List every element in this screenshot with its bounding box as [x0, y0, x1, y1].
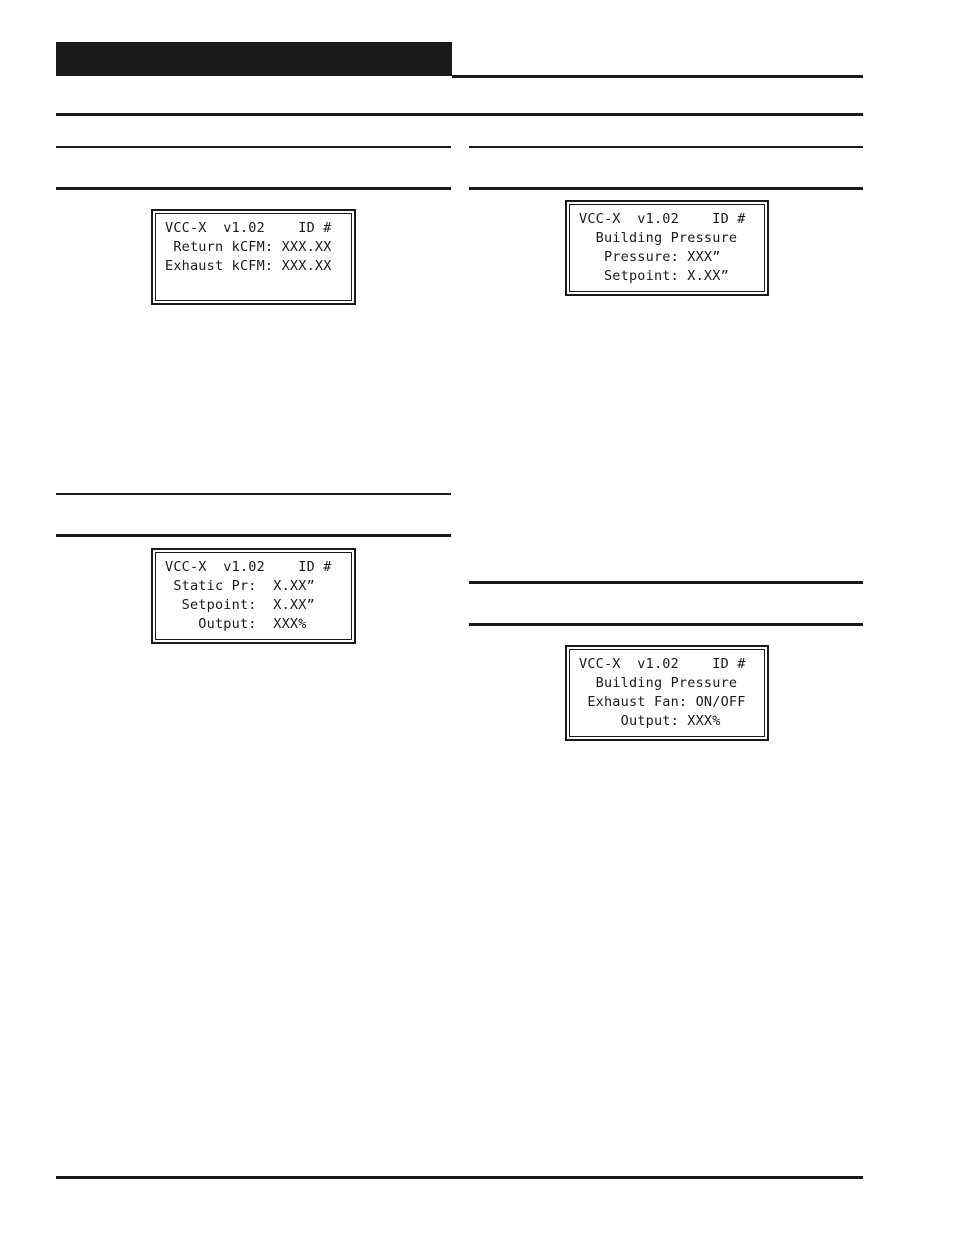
- left-section-2-top-rule: [56, 493, 451, 495]
- footer-rule: [56, 1176, 863, 1179]
- lcd-line: Exhaust Fan: ON/OFF: [579, 694, 746, 710]
- lcd-display-building-pressure: [565, 200, 769, 296]
- lcd-line: Static Pr: X.XX”: [165, 578, 315, 594]
- lcd-line: Return kCFM: XXX.XX: [165, 239, 332, 255]
- header-rule: [452, 75, 863, 78]
- lcd-line: VCC-X v1.02 ID #: [579, 656, 746, 672]
- left-section-1-bottom-rule: [56, 187, 451, 190]
- lcd-line: Building Pressure: [579, 675, 738, 691]
- right-section-1-top-rule: [469, 146, 863, 148]
- left-section-1-top-rule: [56, 146, 451, 148]
- lcd-line: VCC-X v1.02 ID #: [165, 559, 332, 575]
- lcd-display-building-pressure-fan: [565, 645, 769, 741]
- lcd-display-static-pressure: [151, 548, 356, 644]
- header-black-bar: [56, 42, 452, 76]
- lcd-line: VCC-X v1.02 ID #: [165, 220, 332, 236]
- lcd-line: Setpoint: X.XX”: [579, 268, 729, 284]
- right-section-2-bottom-rule: [469, 623, 863, 626]
- lcd-line: Building Pressure: [579, 230, 738, 246]
- lcd-display-airflow: [151, 209, 356, 305]
- right-section-1-bottom-rule: [469, 187, 863, 190]
- lcd-line: Output: XXX%: [165, 616, 307, 632]
- left-section-2-bottom-rule: [56, 534, 451, 537]
- top-full-rule: [56, 113, 863, 116]
- lcd-line: Pressure: XXX”: [579, 249, 721, 265]
- right-section-2-top-rule: [469, 581, 863, 584]
- lcd-line: VCC-X v1.02 ID #: [579, 211, 746, 227]
- lcd-line: Exhaust kCFM: XXX.XX: [165, 258, 332, 274]
- lcd-line: Output: XXX%: [579, 713, 721, 729]
- lcd-line: Setpoint: X.XX”: [165, 597, 315, 613]
